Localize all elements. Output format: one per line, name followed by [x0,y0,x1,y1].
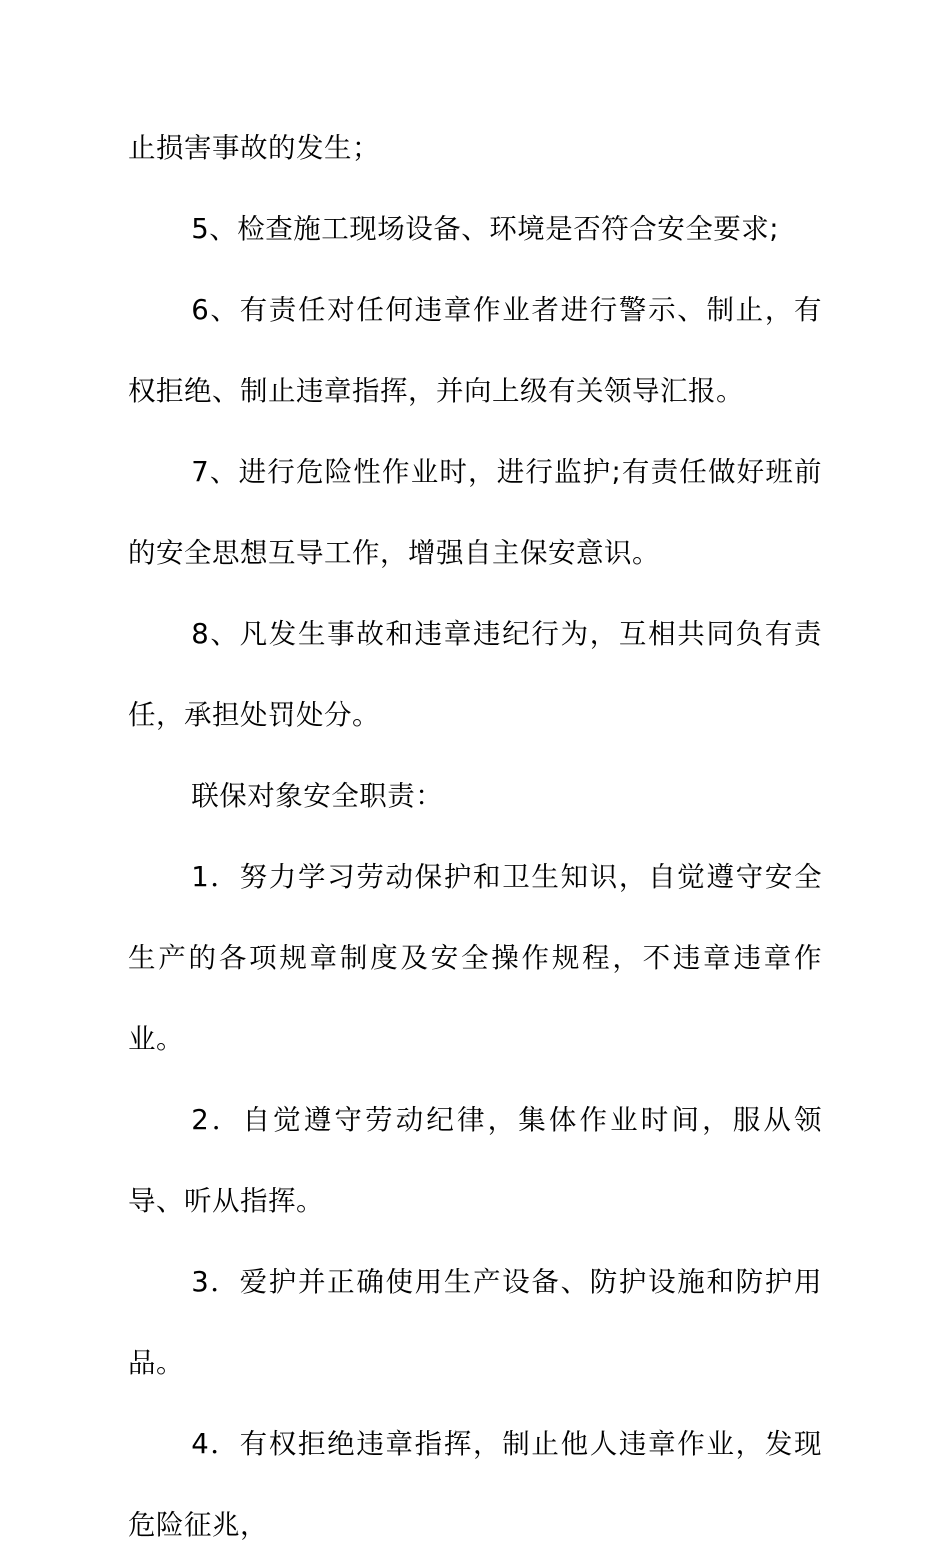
paragraph-list-1: 1．努力学习劳动保护和卫生知识，自觉遵守安全生产的各项规章制度及安全操作规程，不违章违章作业。 [128,861,822,1055]
paragraph-continuation: 止损害事故的发生； [128,132,380,164]
paragraph-item-8: 8、凡发生事故和违章违纪行为，互相共同负有责任，承担处罚处分。 [128,618,822,731]
paragraph-item-5: 5、检查施工现场设备、环境是否符合安全要求; [191,213,780,245]
section-heading-duties: 联保对象安全职责： [191,780,444,812]
paragraph-list-2: 2．自觉遵守劳动纪律，集体作业时间，服从领导、听从指挥。 [128,1104,822,1217]
paragraph-list-3: 3．爱护并正确使用生产设备、防护设施和防护用品。 [128,1266,822,1379]
paragraph-item-6: 6、有责任对任何违章作业者进行警示、制止，有权拒绝、制止违章指挥，并向上级有关领导汇报。 [128,294,822,407]
document-body [128,108,822,1566]
paragraph-list-4: 4．有权拒绝违章指挥，制止他人违章作业，发现危险征兆， [128,1428,822,1541]
paragraph-item-7: 7、进行危险性作业时，进行监护;有责任做好班前的安全思想互导工作，增强自主保安意识。 [128,456,822,569]
